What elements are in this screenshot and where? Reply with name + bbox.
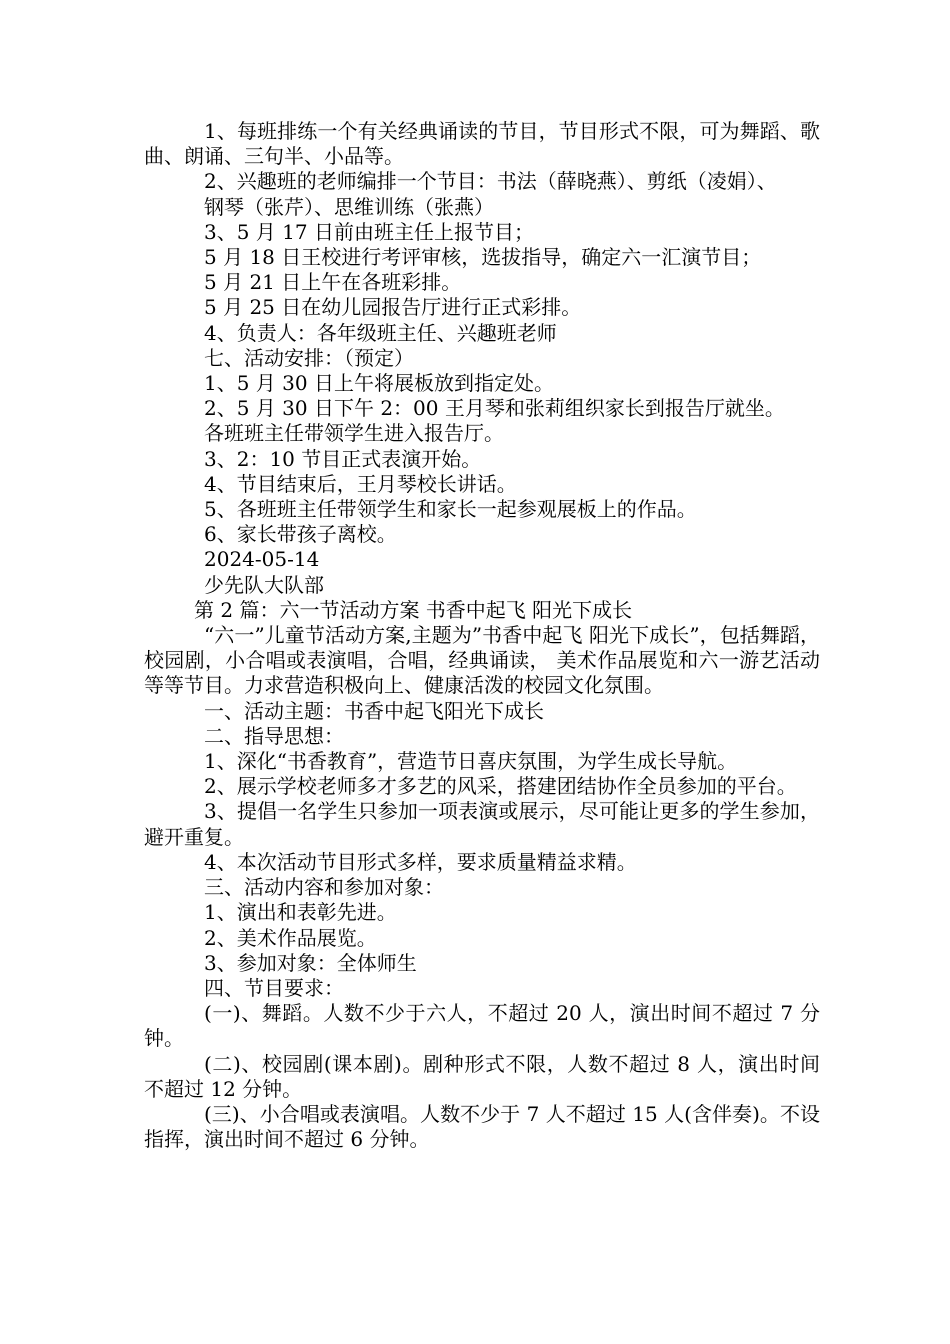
paragraph: 1、每班排练一个有关经典诵读的节目，节目形式不限，可为舞蹈、歌曲、朗诵、三句半、小品等。 bbox=[144, 119, 820, 169]
paragraph: 各班班主任带领学生进入报告厅。 bbox=[204, 421, 504, 446]
paragraph: 1、5 月 30 日上午将展板放到指定处。 bbox=[204, 371, 554, 396]
paragraph: 2、展示学校老师多才多艺的风采，搭建团结协作全员参加的平台。 bbox=[204, 774, 797, 799]
section-heading: 第 2 篇：六一节活动方案 书香中起飞 阳光下成长 bbox=[194, 597, 633, 622]
paragraph: 1、深化“书香教育”，营造节日喜庆氛围，为学生成长导航。 bbox=[204, 749, 738, 774]
paragraph: 四、节目要求： bbox=[204, 975, 344, 1000]
paragraph: 5 月 18 日王校进行考评审核，选拔指导，确定六一汇演节目； bbox=[204, 245, 762, 270]
paragraph: (三)、小合唱或表演唱。人数不少于 7 人不超过 15 人(含伴奏)。不设指挥，演出时间不超过 6 分钟。 bbox=[144, 1101, 820, 1152]
paragraph: 5 月 25 日在幼儿园报告厅进行正式彩排。 bbox=[204, 295, 582, 320]
signature-line: 少先队大队部 bbox=[204, 572, 324, 597]
paragraph: 三、活动内容和参加对象： bbox=[204, 875, 444, 900]
paragraph: 6、家长带孩子离校。 bbox=[204, 522, 397, 547]
date-line: 2024-05-14 bbox=[204, 547, 320, 572]
paragraph: 5 月 21 日上午在各班彩排。 bbox=[204, 270, 462, 295]
paragraph: 钢琴（张芹）、思维训练（张燕） bbox=[204, 194, 494, 219]
paragraph: 2、兴趣班的老师编排一个节目：书法（薛晓燕）、剪纸（凌娟）、 bbox=[204, 169, 777, 194]
paragraph: “六一”儿童节活动方案,主题为”书香中起飞 阳光下成长”，包括舞蹈，校园剧，小合唱或表演唱，合唱，经典诵读， 美术作品展览和六一游艺活动等等节目。力求营造积极向上、健康活泼的校园文化氛围。 bbox=[144, 623, 820, 698]
paragraph: 4、节目结束后，王月琴校长讲话。 bbox=[204, 471, 517, 496]
paragraph: 二、指导思想： bbox=[204, 723, 344, 748]
paragraph: 七、活动安排：（预定） bbox=[204, 345, 414, 370]
paragraph: 一、活动主题：书香中起飞阳光下成长 bbox=[204, 698, 544, 723]
paragraph: (一)、舞蹈。人数不少于六人，不超过 20 人，演出时间不超过 7 分钟。 bbox=[144, 1001, 820, 1051]
paragraph: 5、各班班主任带领学生和家长一起参观展板上的作品。 bbox=[204, 497, 697, 522]
paragraph: 2、美术作品展览。 bbox=[204, 925, 377, 950]
paragraph: 3、5 月 17 日前由班主任上报节目； bbox=[204, 219, 534, 244]
paragraph: 4、本次活动节目形式多样，要求质量精益求精。 bbox=[204, 849, 637, 874]
paragraph: 3、2：10 节目正式表演开始。 bbox=[204, 446, 482, 471]
paragraph: 3、提倡一名学生只参加一项表演或展示，尽可能让更多的学生参加，避开重复。 bbox=[144, 799, 820, 849]
document-body bbox=[144, 119, 820, 1152]
paragraph: 4、负责人：各年级班主任、兴趣班老师 bbox=[204, 320, 557, 345]
paragraph: 3、参加对象：全体师生 bbox=[204, 950, 417, 975]
paragraph: 1、演出和表彰先进。 bbox=[204, 900, 397, 925]
paragraph: 2、5 月 30 日下午 2：00 王月琴和张莉组织家长到报告厅就坐。 bbox=[204, 396, 785, 421]
paragraph: (二)、校园剧(课本剧)。剧种形式不限，人数不超过 8 人，演出时间不超过 12 分钟。 bbox=[144, 1051, 820, 1101]
